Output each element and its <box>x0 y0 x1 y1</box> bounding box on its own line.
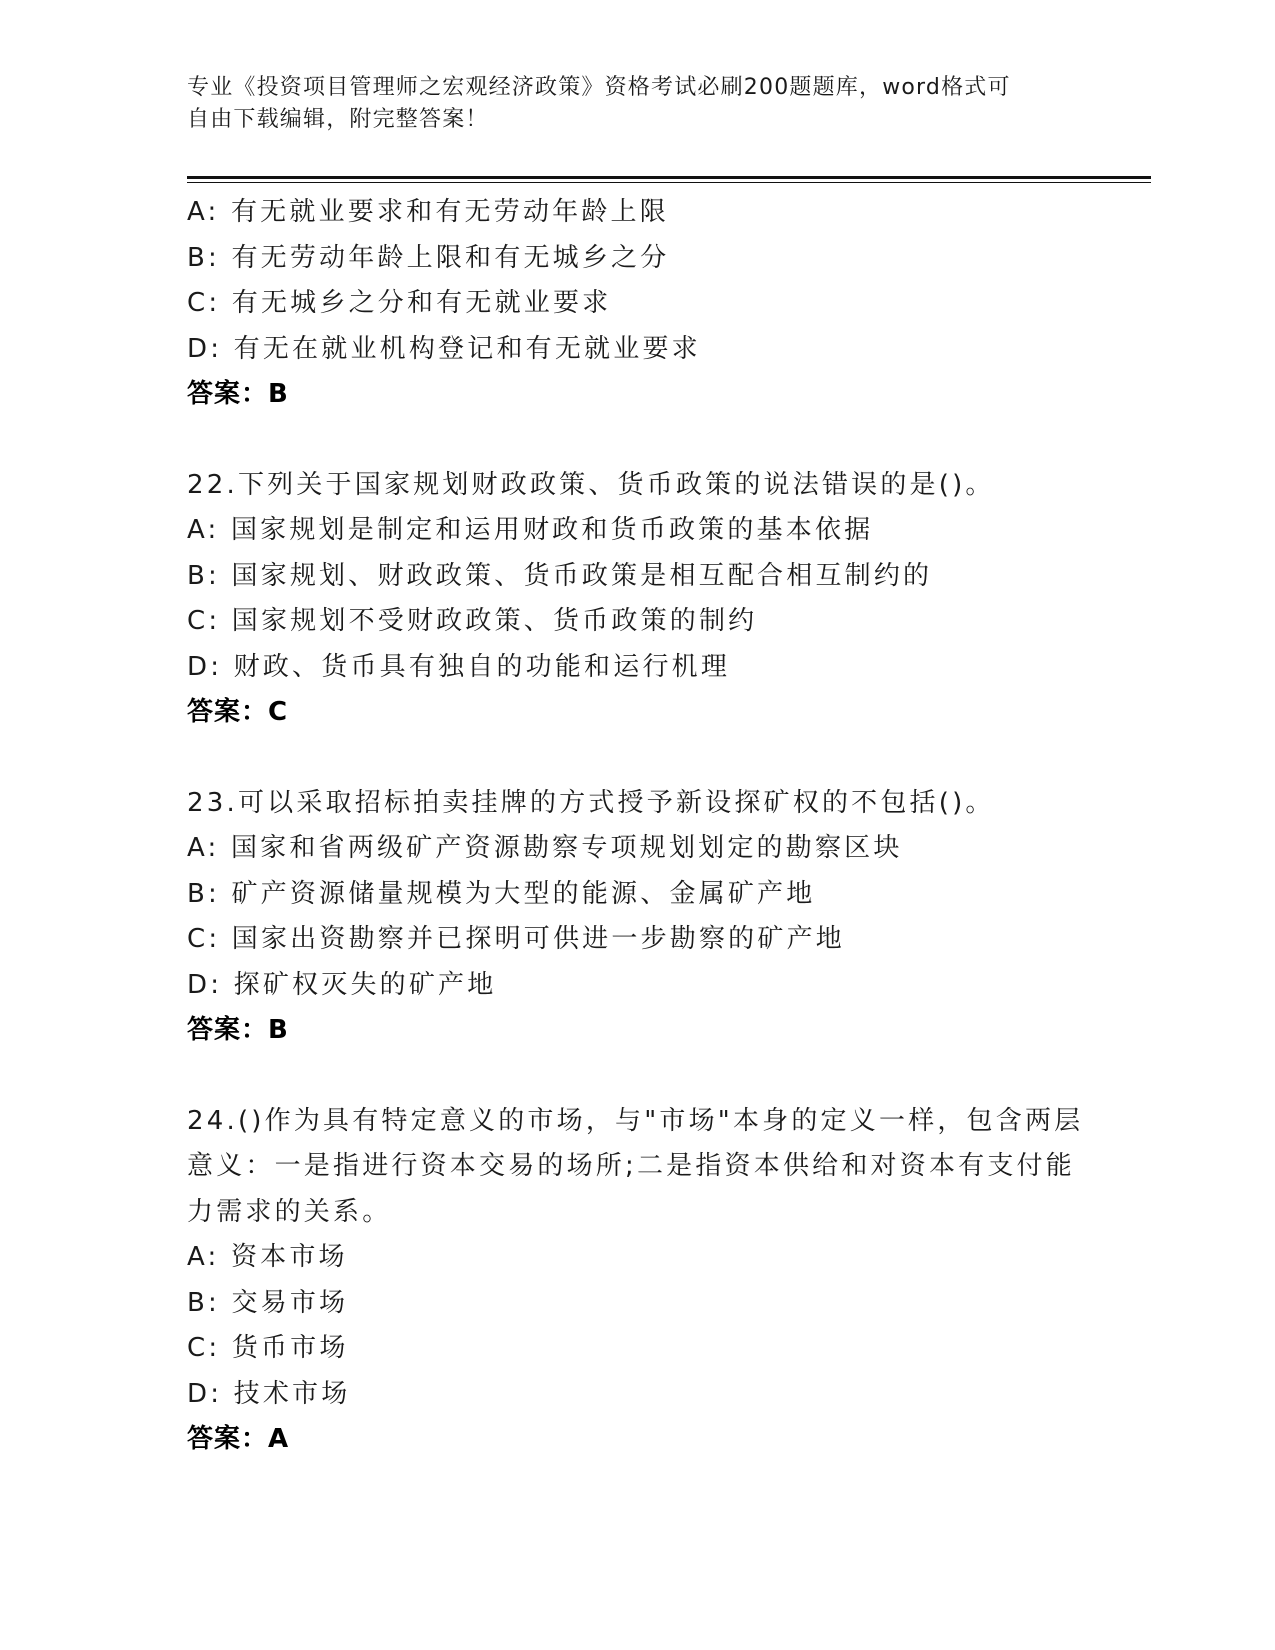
answer-line: 答案：C <box>187 697 289 727</box>
option-c: C: 国家出资勘察并已探明可供进一步勘察的矿产地 <box>187 924 845 954</box>
option-d: D: 技术市场 <box>187 1378 351 1409</box>
question-24 <box>187 1099 1087 1463</box>
answer-line: 答案：B <box>187 1015 289 1045</box>
option-b: B: 矿产资源储量规模为大型的能源、金属矿产地 <box>187 878 816 909</box>
header-line: 专业《投资项目管理师之宏观经济政策》资格考试必刷200题题库，word格式可 <box>187 75 1011 100</box>
question-stem-line: 力需求的关系。 <box>187 1196 392 1227</box>
spacer <box>187 1054 1087 1099</box>
question-23 <box>187 781 1087 1054</box>
option-a: A: 有无就业要求和有无劳动年龄上限 <box>187 197 669 227</box>
question-stem: 23.可以采取招标拍卖挂牌的方式授予新设探矿权的不包括()。 <box>187 787 995 818</box>
document-header <box>187 72 1067 136</box>
question-stem: 22.下列关于国家规划财政政策、货币政策的说法错误的是()。 <box>187 469 995 500</box>
header-line: 自由下载编辑，附完整答案！ <box>187 107 489 132</box>
spacer <box>187 418 1087 463</box>
option-d: D: 有无在就业机构登记和有无就业要求 <box>187 333 701 364</box>
question-list <box>187 190 1087 1463</box>
option-b: B: 交易市场 <box>187 1287 349 1318</box>
question-stem-line: 24.()作为具有特定意义的市场，与"市场"本身的定义一样，包含两层 <box>187 1105 1084 1136</box>
spacer <box>187 736 1087 781</box>
option-b: B: 国家规划、财政政策、货币政策是相互配合相互制约的 <box>187 560 933 591</box>
option-b: B: 有无劳动年龄上限和有无城乡之分 <box>187 242 670 273</box>
header-divider-thick <box>187 176 1151 179</box>
answer-line: 答案：A <box>187 1424 290 1454</box>
question-22 <box>187 463 1087 736</box>
option-a: A: 国家规划是制定和运用财政和货币政策的基本依据 <box>187 515 874 545</box>
option-c: C: 有无城乡之分和有无就业要求 <box>187 288 612 318</box>
header-divider-thin <box>187 182 1151 183</box>
option-a: A: 资本市场 <box>187 1242 348 1272</box>
question-21 <box>187 190 1087 418</box>
answer-line: 答案：B <box>187 379 289 409</box>
option-c: C: 国家规划不受财政政策、货币政策的制约 <box>187 606 758 636</box>
option-a: A: 国家和省两级矿产资源勘察专项规划划定的勘察区块 <box>187 833 903 863</box>
option-c: C: 货币市场 <box>187 1333 349 1363</box>
option-d: D: 财政、货币具有独自的功能和运行机理 <box>187 651 731 682</box>
option-d: D: 探矿权灭失的矿产地 <box>187 969 497 1000</box>
question-stem-line: 意义：一是指进行资本交易的场所;二是指资本供给和对资本有支付能 <box>187 1151 1075 1181</box>
